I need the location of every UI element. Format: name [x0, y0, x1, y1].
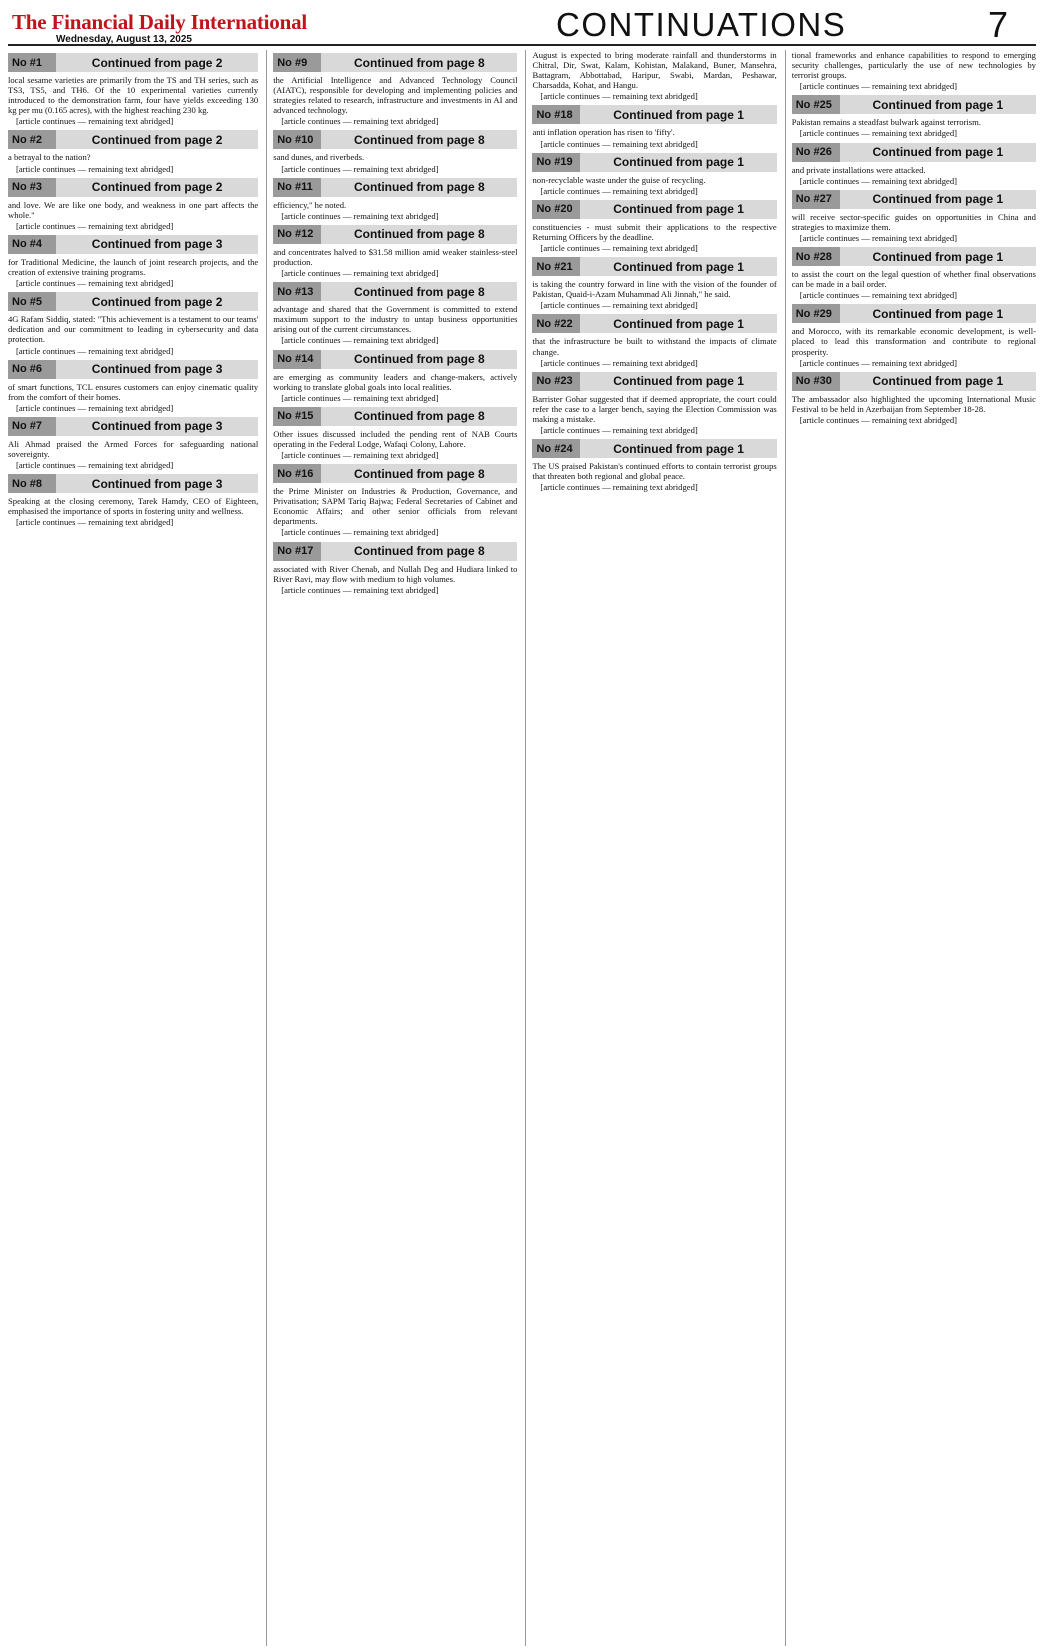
- story-paragraph: [article continues — remaining text abridged]: [799, 81, 957, 92]
- story-number: No #17: [273, 542, 321, 561]
- story-body: [532, 461, 776, 492]
- story: [273, 53, 517, 126]
- story: [792, 304, 1036, 367]
- story-body: [273, 75, 517, 126]
- story: [792, 372, 1036, 425]
- story-number: No #18: [532, 105, 580, 124]
- story-body: [792, 50, 1036, 91]
- story-header: [273, 350, 517, 369]
- story-header: [792, 372, 1036, 391]
- story-paragraph: [article continues — remaining text abridged]: [16, 402, 174, 413]
- story-number: No #22: [532, 314, 580, 333]
- story-body: [8, 439, 258, 470]
- story-body: [273, 200, 517, 221]
- story-paragraph: [article continues — remaining text abridged]: [799, 128, 957, 139]
- story-number: No #2: [8, 130, 56, 149]
- story-paragraph: Other issues discussed included the pending rent of NAB Courts operating in the Federal Lodge, Wafaqi Colony, Lahore.: [273, 428, 518, 449]
- continued-label: Continued from page 1: [872, 97, 1004, 112]
- masthead: [8, 4, 1036, 46]
- story-paragraph: [article continues — remaining text abridged]: [16, 345, 174, 356]
- story-number: No #3: [8, 178, 56, 197]
- story-paragraph: associated with River Chenab, and Nullah Deg and Hudiara linked to River Ravi, may flow with medium to high volumes.: [273, 563, 518, 584]
- story-number: No #27: [792, 190, 840, 209]
- story-number: No #20: [532, 200, 580, 219]
- story-paragraph: the Artificial Intelligence and Advanced Technology Council (AIATC), responsible for developing and implementing policies and strategies related to research, infrastructure and investments in AI and advanced technology.: [273, 75, 518, 116]
- story-number: No #26: [792, 143, 840, 162]
- story-paragraph: [article continues — remaining text abridged]: [281, 210, 439, 221]
- story-header: [273, 178, 517, 197]
- story-body: [792, 269, 1036, 300]
- story-number: No #8: [8, 474, 56, 493]
- story-header: [8, 292, 258, 311]
- story-paragraph: advantage and shared that the Government is committed to extend maximum support to the industry to untap business opportunities arising out of the current circumstances.: [273, 304, 518, 335]
- continued-label: Continued from page 3: [91, 476, 223, 491]
- story-paragraph: Speaking at the closing ceremony, Tarek Hamdy, CEO of Eighteen, emphasised the importance of sports in fostering unity and wellness.: [8, 496, 259, 517]
- story-paragraph: and concentrates halved to $31.58 million amid weaker stainless-steel production.: [273, 246, 518, 267]
- story: [273, 282, 517, 345]
- story-body: [532, 50, 776, 101]
- story: [273, 178, 517, 221]
- story-header: [532, 439, 776, 458]
- story-header: [792, 143, 1036, 162]
- story: [532, 105, 776, 148]
- story-number: No #15: [273, 407, 321, 426]
- story-paragraph: sand dunes, and riverbeds.: [273, 152, 365, 163]
- story-paragraph: [article continues — remaining text abridged]: [540, 300, 698, 311]
- story-header: [8, 474, 258, 493]
- story-header: [273, 53, 517, 72]
- story-paragraph: [article continues — remaining text abridged]: [16, 460, 174, 471]
- continued-label: Continued from page 2: [91, 294, 223, 309]
- story: [792, 247, 1036, 300]
- story-body: [273, 372, 517, 403]
- story-number: No #9: [273, 53, 321, 72]
- continued-label: Continued from page 1: [613, 202, 744, 217]
- continued-label: Continued from page 8: [354, 55, 485, 70]
- story-paragraph: and Morocco, with its remarkable economic development, is well-placed to lead this transformation and contribute to regional prosperity.: [791, 326, 1036, 357]
- story-number: No #24: [532, 439, 580, 458]
- story-body: [273, 486, 517, 537]
- continued-label: Continued from page 3: [91, 419, 223, 434]
- story: [273, 350, 517, 403]
- story-paragraph: [article continues — remaining text abridged]: [281, 268, 439, 279]
- story-body: [792, 326, 1036, 367]
- story-number: No #29: [792, 304, 840, 323]
- continued-label: Continued from page 2: [91, 55, 223, 70]
- story-body: [792, 117, 1036, 138]
- continued-label: Continued from page 1: [872, 145, 1004, 160]
- story-header: [532, 372, 776, 391]
- story: [792, 50, 1036, 91]
- story-body: [273, 304, 517, 345]
- story-paragraph: [article continues — remaining text abridged]: [16, 163, 174, 174]
- story-header: [8, 130, 258, 149]
- story-body: [8, 382, 258, 413]
- continued-label: Continued from page 1: [872, 192, 1004, 207]
- story-paragraph: Pakistan remains a steadfast bulwark against terrorism.: [791, 117, 981, 128]
- story: [532, 153, 776, 196]
- story-paragraph: [article continues — remaining text abridged]: [799, 290, 957, 301]
- continued-label: Continued from page 1: [613, 374, 744, 389]
- story-paragraph: Barrister Gohar suggested that if deemed appropriate, the court could refer the case to a larger bench, saying the Election Commission was making a mistake.: [532, 393, 777, 424]
- story-number: No #6: [8, 360, 56, 379]
- section-title: CONTINUATIONS: [556, 6, 847, 43]
- story: [8, 417, 258, 470]
- story: [273, 407, 517, 460]
- continued-label: Continued from page 2: [91, 132, 223, 147]
- story-paragraph: [article continues — remaining text abridged]: [540, 243, 698, 254]
- continued-label: Continued from page 1: [613, 155, 744, 170]
- story-paragraph: [article continues — remaining text abridged]: [540, 138, 698, 149]
- story-number: No #7: [8, 417, 56, 436]
- story-body: [8, 152, 258, 173]
- story-header: [8, 178, 258, 197]
- story-header: [273, 464, 517, 483]
- story-body: [8, 75, 258, 126]
- story-header: [273, 542, 517, 561]
- story: [273, 225, 517, 278]
- story: [273, 542, 517, 595]
- continued-label: Continued from page 1: [872, 306, 1004, 321]
- story: [532, 372, 776, 435]
- continued-label: Continued from page 1: [613, 441, 744, 456]
- story-body: [8, 314, 258, 355]
- story-header: [532, 105, 776, 124]
- story-paragraph: [article continues — remaining text abridged]: [540, 357, 698, 368]
- story: [792, 190, 1036, 243]
- story-body: [273, 429, 517, 460]
- page-number: 7: [987, 4, 1008, 45]
- story-paragraph: [article continues — remaining text abridged]: [799, 414, 957, 425]
- story-number: No #19: [532, 153, 580, 172]
- column-1: [8, 50, 258, 1646]
- story: [273, 464, 517, 537]
- story-paragraph: [article continues — remaining text abridged]: [281, 392, 439, 403]
- story-header: [273, 130, 517, 149]
- story-body: [532, 336, 776, 367]
- continued-label: Continued from page 8: [354, 132, 485, 147]
- story-body: [273, 247, 517, 278]
- story: [8, 474, 258, 527]
- story-paragraph: [article continues — remaining text abridged]: [281, 527, 439, 538]
- continued-label: Continued from page 8: [354, 409, 485, 424]
- story: [792, 143, 1036, 186]
- story-paragraph: [article continues — remaining text abridged]: [16, 517, 174, 528]
- story-paragraph: [article continues — remaining text abridged]: [799, 232, 957, 243]
- story-body: [792, 165, 1036, 186]
- story-number: No #16: [273, 464, 321, 483]
- story-paragraph: [article continues — remaining text abridged]: [16, 116, 174, 127]
- story-paragraph: [article continues — remaining text abridged]: [281, 335, 439, 346]
- story-number: No #12: [273, 225, 321, 244]
- story-header: [8, 360, 258, 379]
- story: [532, 257, 776, 310]
- story-paragraph: [article continues — remaining text abridged]: [281, 116, 439, 127]
- story-body: [792, 212, 1036, 243]
- story-header: [532, 314, 776, 333]
- story-paragraph: 4G Rafam Siddiq, stated: "This achievement is a testament to our teams' dedication and our commitment to leading in cybersecurity and data protection.: [8, 314, 259, 345]
- story-header: [532, 200, 776, 219]
- story-body: [8, 257, 258, 288]
- story-paragraph: will receive sector-specific guides on opportunities in China and strategies to maximize them.: [791, 211, 1036, 232]
- continued-label: Continued from page 8: [354, 352, 485, 366]
- continued-label: Continued from page 3: [91, 237, 223, 252]
- story-paragraph: [article continues — remaining text abridged]: [799, 357, 957, 368]
- story-paragraph: that the infrastructure be built to withstand the impacts of climate change.: [532, 336, 777, 357]
- story-paragraph: [article continues — remaining text abridged]: [16, 278, 174, 289]
- story-paragraph: [article continues — remaining text abridged]: [281, 584, 439, 595]
- story-number: No #23: [532, 372, 580, 391]
- column-3: [525, 50, 776, 1646]
- story-header: [532, 257, 776, 276]
- story-number: No #30: [792, 372, 840, 391]
- story-body: [8, 496, 258, 527]
- story-body: [8, 200, 258, 231]
- story-header: [8, 417, 258, 436]
- story-body: [532, 279, 776, 310]
- story-paragraph: The ambassador also highlighted the upcoming International Music Festival to be held in Azerbaijan from September 18-28.: [791, 393, 1036, 414]
- story: [532, 200, 776, 253]
- story-header: [273, 282, 517, 301]
- story: [8, 235, 258, 288]
- story: [8, 130, 258, 173]
- story: [8, 360, 258, 413]
- story-paragraph: [article continues — remaining text abridged]: [540, 185, 698, 196]
- story-header: [792, 95, 1036, 114]
- continued-label: Continued from page 1: [613, 259, 744, 274]
- story-number: No #13: [273, 282, 321, 301]
- issue-date: Wednesday, August 13, 2025: [56, 34, 192, 45]
- continued-label: Continued from page 2: [91, 180, 223, 195]
- story-paragraph: efficiency," he noted.: [273, 199, 347, 210]
- continued-label: Continued from page 1: [872, 374, 1004, 389]
- story-header: [532, 153, 776, 172]
- story-number: No #11: [273, 178, 321, 197]
- story-number: No #25: [792, 95, 840, 114]
- story-paragraph: August is expected to bring moderate rainfall and thunderstorms in Chitral, Dir, Swat, Kalam, Kohistan, Malakand, Buner, Mansehra, Battagram, Abbottabad, Haripur, Swabi, Mardan, Peshawar, Charsadda, Kohat, and Hangu.: [532, 50, 777, 91]
- story-paragraph: Ali Ahmad praised the Armed Forces for safeguarding national sovereignty.: [8, 438, 259, 459]
- story-paragraph: tional frameworks and enhance capabilities to respond to emerging security challenges, particularly the use of new technologies by terrorist groups.: [791, 50, 1036, 81]
- story-body: [532, 394, 776, 435]
- story: [8, 292, 258, 355]
- story-paragraph: the Prime Minister on Industries & Production, Governance, and Privatisation; SAPM Tariq Bajwa; Federal Secretaries of Cabinet and Economic Affairs; and other senior officials from relevant departments.: [273, 486, 518, 527]
- story-body: [792, 394, 1036, 425]
- column-4: [785, 50, 1036, 1646]
- story: [8, 178, 258, 231]
- story: [8, 53, 258, 126]
- story-number: No #5: [8, 292, 56, 311]
- story: [792, 95, 1036, 138]
- story-header: [792, 304, 1036, 323]
- continued-label: Continued from page 8: [354, 466, 485, 481]
- story-header: [792, 247, 1036, 266]
- story-body: [532, 175, 776, 196]
- story: [273, 130, 517, 173]
- story-paragraph: [article continues — remaining text abridged]: [540, 482, 698, 493]
- story-body: [532, 222, 776, 253]
- story-number: No #14: [273, 350, 321, 369]
- story-number: No #4: [8, 235, 56, 254]
- story-paragraph: is taking the country forward in line with the vision of the founder of Pakistan, Quaid-i-Azam Muhammad Ali Jinnah," he said.: [532, 279, 777, 300]
- continued-label: Continued from page 8: [354, 284, 485, 299]
- story: [532, 50, 776, 101]
- story-paragraph: non-recyclable waste under the guise of recycling.: [532, 174, 706, 185]
- continued-label: Continued from page 1: [613, 107, 744, 122]
- continued-label: Continued from page 8: [354, 227, 485, 242]
- story-paragraph: [article continues — remaining text abridged]: [540, 91, 698, 102]
- paper-name: The Financial Daily International: [12, 10, 308, 34]
- story-header: [8, 53, 258, 72]
- column-2: [266, 50, 517, 1646]
- continued-label: Continued from page 1: [872, 249, 1004, 264]
- story-paragraph: [article continues — remaining text abridged]: [281, 449, 439, 460]
- story-header: [8, 235, 258, 254]
- story-paragraph: anti inflation operation has risen to 'fifty'.: [532, 127, 675, 138]
- story: [532, 314, 776, 367]
- story-body: [273, 152, 517, 173]
- continued-label: Continued from page 3: [91, 362, 223, 377]
- story-paragraph: a betrayal to the nation?: [8, 152, 91, 163]
- story-number: No #1: [8, 53, 56, 72]
- story-number: No #21: [532, 257, 580, 276]
- story-paragraph: [article continues — remaining text abridged]: [281, 163, 439, 174]
- story-paragraph: local sesame varieties are primarily from the TS and TH series, such as TS3, TS5, and TH6. Of the 10 experimental varieties currently introduced to the demonstration farm, four have yields exceeding 130 kg per mu (0.165 acres), with the highest reaching 230 kg.: [8, 75, 259, 116]
- story-paragraph: to assist the court on the legal question of whether final observations can be made in a bail order.: [791, 269, 1036, 290]
- continued-label: Continued from page 1: [613, 316, 744, 331]
- story-paragraph: [article continues — remaining text abridged]: [16, 220, 174, 231]
- story-paragraph: of smart functions, TCL ensures customers can enjoy cinematic quality from the comfort of their homes.: [8, 381, 259, 402]
- story-paragraph: for Traditional Medicine, the launch of joint research projects, and the creation of extensive training programs.: [8, 256, 259, 278]
- story: [532, 439, 776, 492]
- story-body: [273, 564, 517, 595]
- story-number: No #28: [792, 247, 840, 266]
- story-body: [532, 127, 776, 148]
- story-paragraph: [article continues — remaining text abridged]: [540, 424, 698, 435]
- story-paragraph: constituencies - must submit their applications to the respective Returning Officers by the deadline.: [532, 221, 777, 242]
- story-paragraph: and love. We are like one body, and weakness in one part affects the whole.": [8, 199, 259, 220]
- story-number: No #10: [273, 130, 321, 149]
- story-paragraph: [article continues — remaining text abridged]: [799, 175, 957, 186]
- story-paragraph: and private installations were attacked.: [791, 164, 926, 175]
- continued-label: Continued from page 8: [354, 180, 485, 195]
- story-header: [792, 190, 1036, 209]
- story-paragraph: are emerging as community leaders and change-makers, actively working to translate global goals into local realities.: [273, 371, 518, 392]
- story-header: [273, 225, 517, 244]
- continued-label: Continued from page 8: [354, 544, 485, 559]
- story-header: [273, 407, 517, 426]
- columns: [8, 50, 1036, 1646]
- story-paragraph: The US praised Pakistan's continued efforts to contain terrorist groups that threaten both regional and global peace.: [532, 461, 777, 482]
